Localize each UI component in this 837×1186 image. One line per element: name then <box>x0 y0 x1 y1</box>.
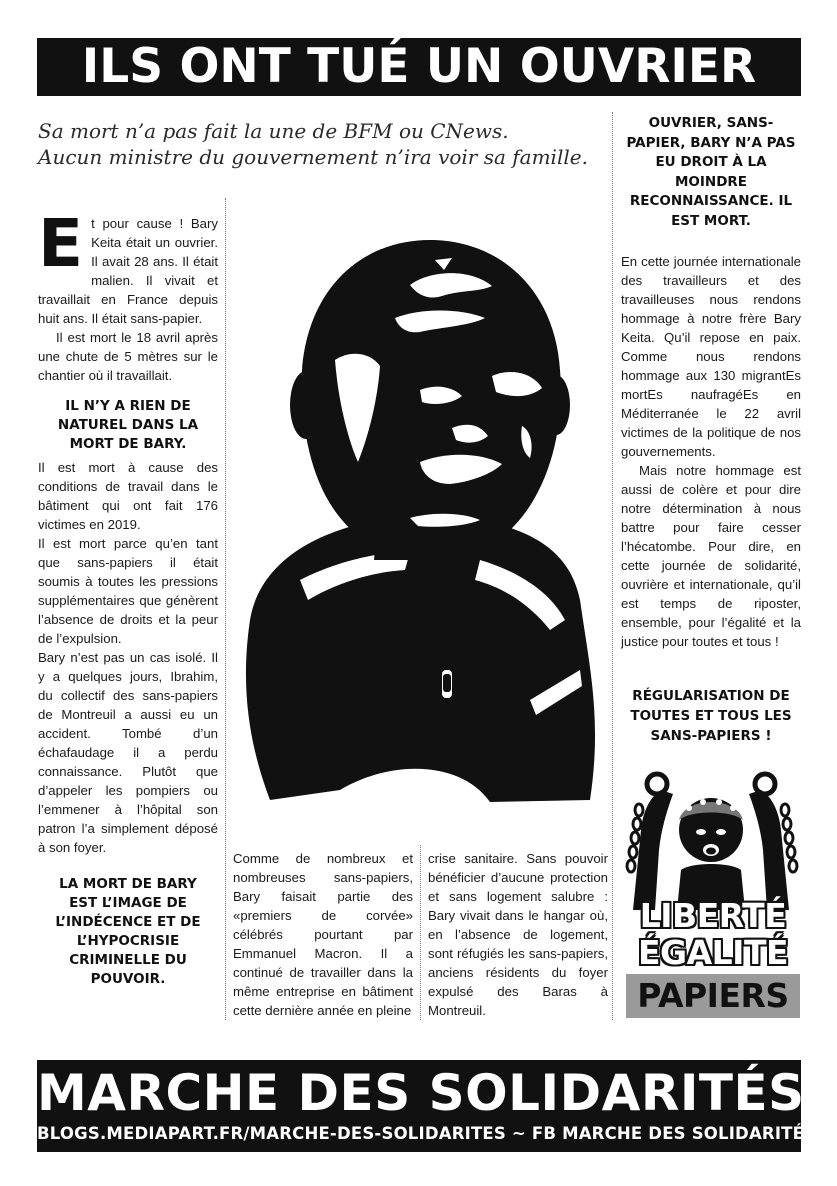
paragraph-work-conditions: Il est mort à cause des conditions de travail dans le bâtiment qui ont fait 176 victimes en 2019. <box>38 460 218 532</box>
column-divider-left <box>225 198 226 1020</box>
drop-cap: E <box>38 205 84 282</box>
column-divider-right <box>612 112 613 1020</box>
subhead-nothing-natural: IL N’Y A RIEN DE NATUREL DANS LA MORT DE BARY. <box>57 398 199 452</box>
subtitle-line-2: Aucun ministre du gouvernement n’ira voir sa famille. <box>38 145 588 169</box>
middle-column-a <box>233 849 413 1020</box>
column-divider-middle <box>420 845 421 1020</box>
portrait-jacket <box>246 520 595 802</box>
subhead-indecency: LA MORT DE BARY EST L’IMAGE DE L’INDÉCENCE ET DE L’HYPOCRISIE CRIMINELLE DU POUVOIR. <box>55 876 201 987</box>
regularisation-heading: RÉGULARISATION DE TOUTES ET TOUS LES SANS-PAPIERS ! <box>630 688 792 744</box>
headline-text: ILS ONT TUÉ UN OUVRIER <box>81 39 757 94</box>
paragraph-tribute: En cette journée internationale des travailleurs et des travailleuses nous rendons hommage à notre frère Bary Keita. Qu’il repose en paix. Comme nous rendons hommage aux 130 migrantEs mortEs naufragéEs en Méditerranée le 22 avril victimes de la politique de nos gouvernements. <box>621 254 801 459</box>
headline-banner <box>37 38 801 96</box>
intro-paragraph <box>38 205 218 328</box>
right-heading: OUVRIER, SANS-PAPIER, BARY N’A PAS EU DROIT À LA MOINDRE RECONNAISSANCE. IL EST MORT. <box>626 115 796 229</box>
subtitle <box>38 118 608 170</box>
paragraph-first-line-workers: Comme de nombreux et nombreuses sans-papiers, Bary faisait partie des «premiers de corvée» célébrés pourtant par Emmanuel Macron. Il a continué de travailler dans la même entreprise en bâtiment cette dernière année en pleine <box>233 851 413 1018</box>
right-column <box>621 252 801 651</box>
paragraph-death-date: Il est mort le 18 avril après une chute de 5 mètres sur le chantier où il travaillait. <box>38 330 218 383</box>
liberte-egalite-papiers-emblem <box>621 770 801 1020</box>
subtitle-line-1: Sa mort n’a pas fait la une de BFM ou CNews. <box>38 119 509 143</box>
raised-arms-chains-icon <box>621 770 801 910</box>
footer-links: BLOGS.MEDIAPART.FR/MARCHE-DES-SOLIDARITES ~ FB MARCHE DES SOLIDARITÉS <box>37 1124 817 1143</box>
paragraph-anger: Mais notre hommage est aussi de colère et pour dire notre détermination à nous battre pour faire cesser l’hécatombe. Pour dire, en cette journée de solidarité, ouvrière et internationale, qu’il est temps de riposter, ensemble, pour l’égalité et la justice pour toutes et tous ! <box>621 463 801 649</box>
left-column <box>38 205 218 993</box>
emblem-word-papiers: PAPIERS <box>626 974 800 1018</box>
emblem-word-liberte: LIBERTÉ <box>639 896 787 935</box>
paragraph-ibrahim: Bary n’est pas un cas isolé. Il y a quelques jours, Ibrahim, du collectif des sans-papiers de Montreuil a aussi eu un accident. Tombé d’un échafaudage il a perdu connaissance. Plutôt que d’appeler les pompiers ou l’emmener à l’hôpital son patron l’a simplement déposé à son foyer. <box>38 650 218 855</box>
paragraph-health-crisis: crise sanitaire. Sans pouvoir bénéficier d’aucune protection et sans logement salubre : Bary vivait dans le hangar où, en l’absence de logement, sont réfugiés les sans-papiers, anciens résidents du foyer expulsé des Baras à Montreuil. <box>428 851 608 1018</box>
footer-title: MARCHE DES SOLIDARITÉS <box>37 1064 805 1122</box>
footer-banner <box>37 1060 817 1152</box>
portrait-illustration <box>230 200 608 840</box>
emblem-word-egalite: ÉGALITÉ <box>637 933 789 972</box>
intro-text: t pour cause ! Bary Keita était un ouvrier. Il avait 28 ans. Il était malien. Il vivait et travaillait en France depuis huit ans. Il était sans-papier. <box>38 216 218 326</box>
middle-column-b <box>428 849 608 1020</box>
paragraph-pressures: Il est mort parce qu’en tant que sans-papiers il était soumis à toutes les pressions supplémentaires que génèrent l’absence de droits et la peur de l’expulsion. <box>38 536 218 646</box>
